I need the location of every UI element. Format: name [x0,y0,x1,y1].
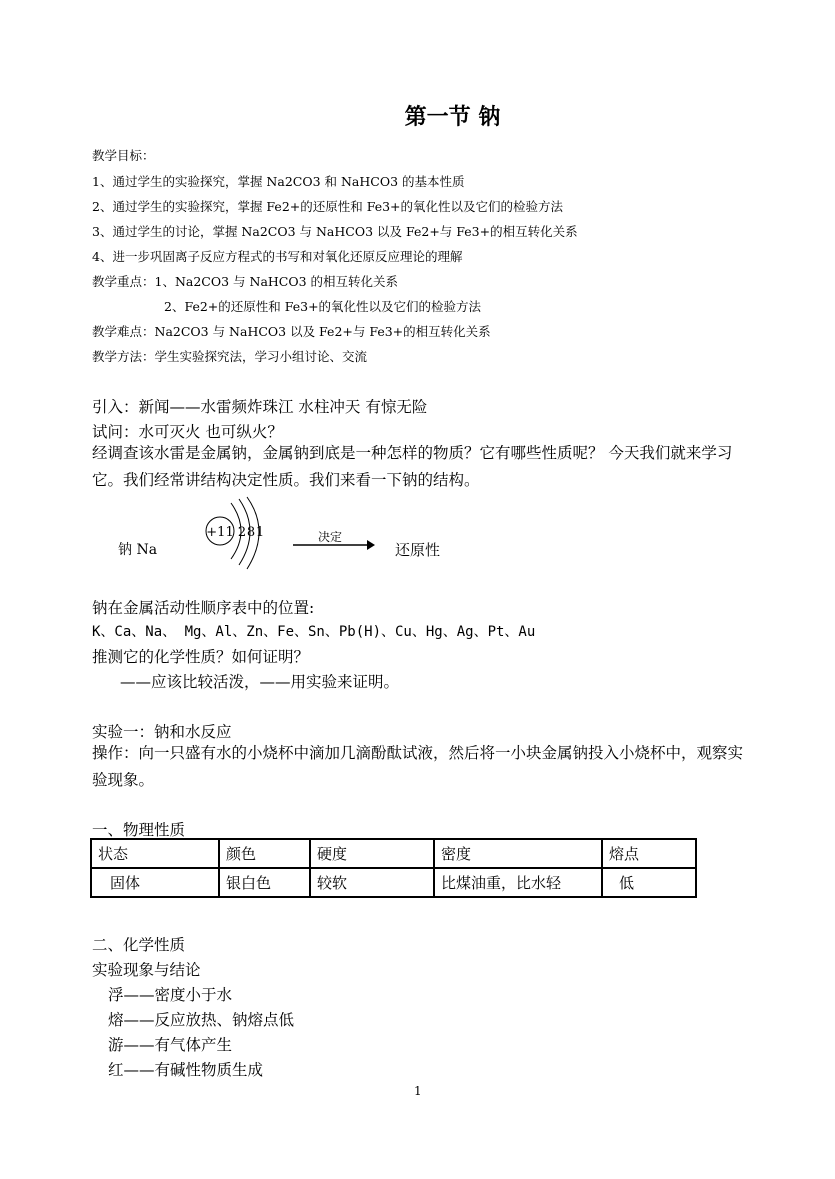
atom-structure-diagram [195,495,275,575]
activity-heading: 钠在金属活动性顺序表中的位置: [92,599,315,617]
arrow-icon [293,538,375,552]
page-number: 1 [414,1084,422,1098]
activity-series: K、Ca、Na、 Mg、Al、Zn、Fe、Sn、Pb(H)、Cu、Hg、Ag、Pt、Au [92,624,536,640]
sodium-label: 钠 Na [118,542,158,558]
table-header-cell: 密度 [434,839,602,868]
chemical-item: 浮——密度小于水 [108,986,233,1004]
physical-heading: 一、物理性质 [92,821,186,839]
method-line: 教学方法：学生实验探究法，学习小组讨论、交流 [92,349,368,364]
table-cell: 固体 [91,868,219,897]
table-cell: 银白色 [219,868,310,897]
objectives-heading: 教学目标： [92,148,155,163]
table-cell: 较软 [310,868,434,897]
result-label: 还原性 [395,541,441,559]
experiment-operation: 操作：向一只盛有水的小烧杯中滴加几滴酚酞试液，然后将一小块金属钠投入小烧杯中，观察实验现象。 [92,744,744,789]
table-header-cell: 熔点 [602,839,696,868]
intro-question: 试问：水可灭火 也可纵火？ [92,423,283,441]
activity-answer: ——应该比较活泼，——用实验来证明。 [120,673,400,691]
table-header-cell: 颜色 [219,839,310,868]
table-header-cell: 状态 [91,839,219,868]
chemical-subheading: 实验现象与结论 [92,961,201,979]
shell-electrons-1: 2 [237,525,247,540]
objective-item: 3、通过学生的讨论，掌握 Na2CO3 与 NaHCO3 以及 Fe2+与 Fe3+的相互转化关系 [92,224,578,239]
table-cell: 低 [602,868,696,897]
experiment-title: 实验一：钠和水反应 [92,723,232,741]
key-points-line: 2、Fe2+的还原性和 Fe3+的氧化性以及它们的检验方法 [164,299,482,314]
page-title: 第一节 钠 [404,104,501,130]
objective-item: 2、通过学生的实验探究，掌握 Fe2+的还原性和 Fe3+的氧化性以及它们的检验方法 [92,199,564,214]
table-header-cell: 硬度 [310,839,434,868]
chemical-item: 熔——反应放热、钠熔点低 [108,1011,295,1029]
table-header-row [91,839,696,868]
difficulty-line: 教学难点：Na2CO3 与 NaHCO3 以及 Fe2+与 Fe3+的相互转化关系 [92,324,491,339]
nucleus-charge: +11 [206,525,234,540]
table-cell: 比煤油重，比水轻 [434,868,602,897]
chemical-item: 红——有碱性物质生成 [108,1061,264,1079]
chemical-heading: 二、化学性质 [92,936,186,954]
shell-electrons-2: 8 [246,525,256,540]
key-points-line: 教学重点：1、Na2CO3 与 NaHCO3 的相互转化关系 [92,274,399,289]
table-row [91,868,696,897]
objective-item: 1、通过学生的实验探究，掌握 Na2CO3 和 NaHCO3 的基本性质 [92,174,465,189]
chemical-item: 游——有气体产生 [108,1036,233,1054]
arrow-label: 决定 [318,530,343,544]
intro-line: 引入：新闻——水雷频炸珠江 水柱冲天 有惊无险 [92,398,428,416]
shell-electrons-3: 1 [255,525,265,540]
objective-item: 4、进一步巩固离子反应方程式的书写和对氧化还原反应理论的理解 [92,249,463,264]
intro-paragraph: 经调查该水雷是金属钠，金属钠到底是一种怎样的物质？它有哪些性质呢？ 今天我们就来学习它。我们经常讲结构决定性质。我们来看一下钠的结构。 [92,444,733,489]
physical-properties-table [90,838,697,898]
activity-question: 推测它的化学性质？如何证明？ [92,648,310,666]
